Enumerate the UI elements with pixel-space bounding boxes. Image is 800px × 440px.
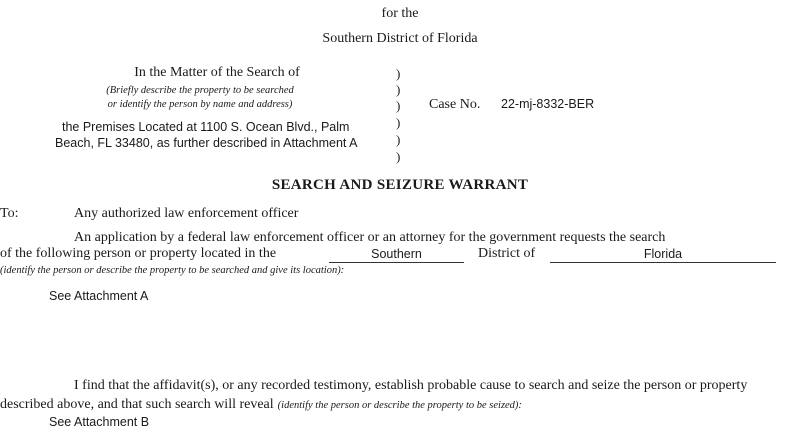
caption-paren: ) xyxy=(396,82,401,97)
caption-paren: ) xyxy=(396,132,401,147)
caption-paren: ) xyxy=(396,98,401,113)
premises-line-1: the Premises Located at 1100 S. Ocean Blvd., Palm xyxy=(62,120,350,134)
case-no-value: 22-mj-8332-BER xyxy=(501,97,595,111)
to-label: To: xyxy=(0,206,19,221)
caption-paren: ) xyxy=(396,149,401,164)
application-instruction: (identify the person or describe the property to be searched and give its location): xyxy=(0,265,345,276)
caption-instruction-2: or identify the person by name and address) xyxy=(107,99,293,110)
affidavit-line-1: I find that the affidavit(s), or any recorded testimony, establish probable cause to search and seize the person or property xyxy=(74,378,748,393)
caption-paren: ) xyxy=(396,66,401,81)
application-line-1: An application by a federal law enforcement officer or an attorney for the government requests the search xyxy=(74,230,666,245)
affidavit-line-2-instruction: (identify the person or describe the property to be seized): xyxy=(277,400,522,411)
caption-instruction-1: (Briefly describe the property to be searched xyxy=(106,85,294,96)
court-district: Southern District of Florida xyxy=(322,31,478,46)
matter-heading: In the Matter of the Search of xyxy=(134,65,300,80)
attachment-b: See Attachment B xyxy=(49,415,150,429)
state-value-field: Florida xyxy=(550,247,776,263)
warrant-title: SEARCH AND SEIZURE WARRANT xyxy=(271,177,529,193)
attachment-a: See Attachment A xyxy=(49,289,149,303)
case-no-label: Case No. xyxy=(429,97,481,112)
to-value: Any authorized law enforcement officer xyxy=(74,206,299,221)
district-value-field: Southern xyxy=(329,247,464,263)
court-for-the: for the xyxy=(381,6,419,21)
affidavit-line-2 xyxy=(0,395,522,413)
district-of-label: District of xyxy=(478,246,536,261)
affidavit-line-2-text: described above, and that such search will reveal xyxy=(0,397,274,412)
application-line-2: of the following person or property located in the xyxy=(0,246,277,261)
premises-line-2: Beach, FL 33480, as further described in Attachment A xyxy=(55,136,358,150)
caption-paren: ) xyxy=(396,115,401,130)
